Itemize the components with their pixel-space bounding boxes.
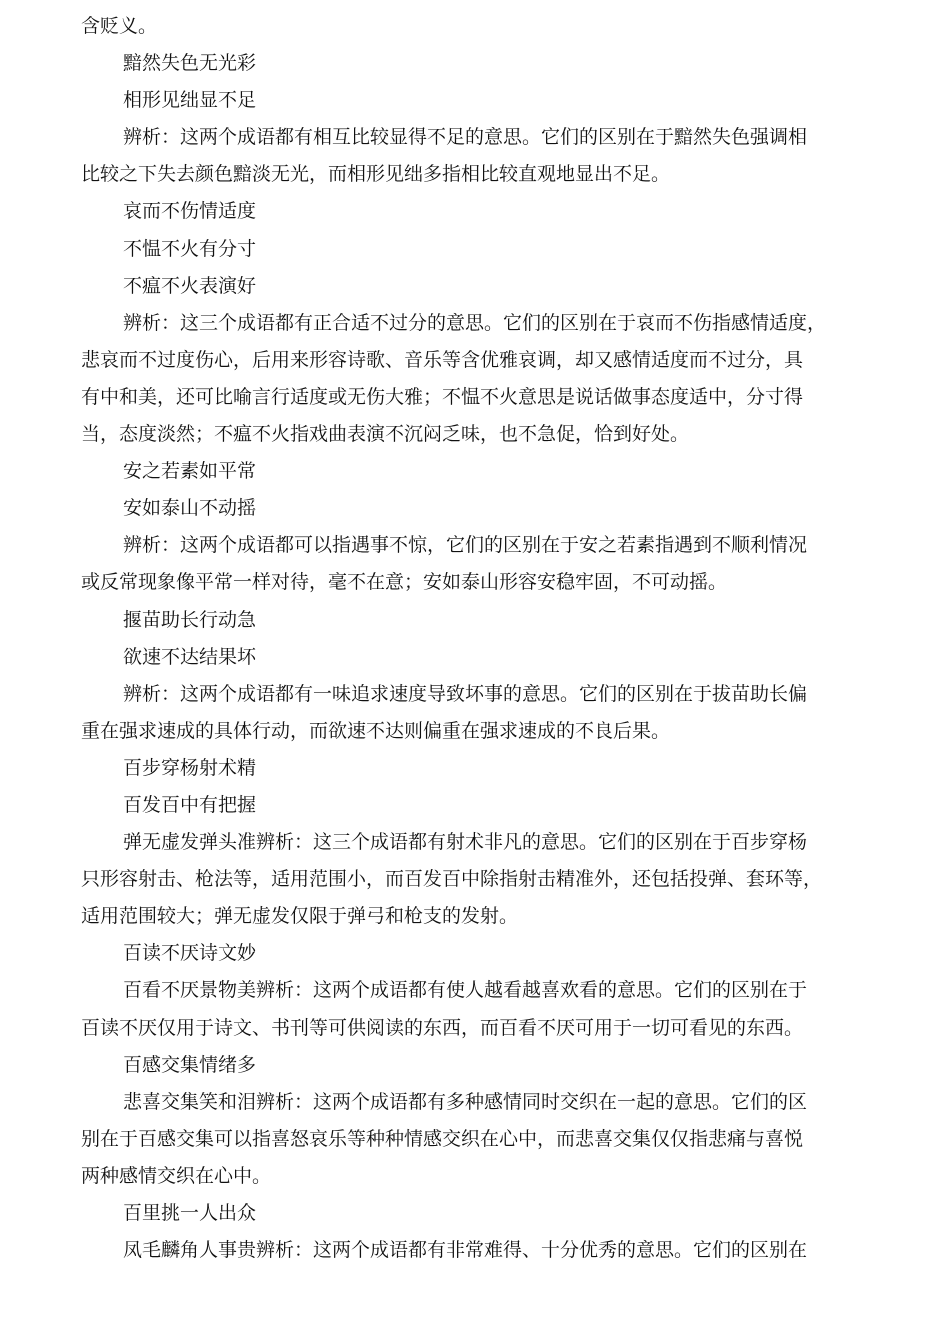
text-line: 百读不厌仅用于诗文、书刊等可供阅读的东西，而百看不厌可用于一切可看见的东西。 — [81, 1016, 804, 1039]
text-line: 哀而不伤情适度 — [123, 200, 257, 223]
text-line: 不愠不火有分寸 — [123, 237, 257, 260]
text-line: 弹无虚发弹头准辨析：这三个成语都有射术非凡的意思。它们的区别在于百步穿杨 — [123, 831, 808, 854]
text-line: 别在于百感交集可以指喜怒哀乐等种种情感交织在心中，而悲喜交集仅仅指悲痛与喜悦 — [81, 1127, 804, 1150]
text-line: 百读不厌诗文妙 — [123, 942, 257, 965]
text-line: 安如泰山不动摇 — [123, 497, 257, 520]
text-line: 辨析：这两个成语都有一味追求速度导致坏事的意思。它们的区别在于拔苗助长偏 — [123, 682, 808, 705]
text-line: 悲喜交集笑和泪辨析：这两个成语都有多种感情同时交织在一起的意思。它们的区 — [123, 1090, 808, 1113]
text-line: 辨析：这两个成语都可以指遇事不惊，它们的区别在于安之若素指遇到不顺利情况 — [123, 534, 808, 557]
text-line: 相形见绌显不足 — [123, 89, 257, 112]
text-line: 黯然失色无光彩 — [123, 52, 257, 75]
text-line: 辨析：这三个成语都有正合适不过分的意思。它们的区别在于哀而不伤指感情适度， — [123, 311, 827, 334]
text-line: 百发百中有把握 — [123, 793, 257, 816]
text-line: 百感交集情绪多 — [123, 1053, 257, 1076]
text-line: 欲速不达结果坏 — [123, 645, 257, 668]
text-line: 百里挑一人出众 — [123, 1202, 257, 1224]
text-line: 悲哀而不过度伤心，后用来形容诗歌、音乐等含优雅哀调，却又感情适度而不过分，具 — [81, 348, 804, 371]
text-line: 有中和美，还可比喻言行适度或无伤大雅；不愠不火意思是说话做事态度适中，分寸得 — [81, 385, 804, 408]
text-line: 只形容射击、枪法等，适用范围小，而百发百中除指射击精准外，还包括投弹、套环等， — [81, 868, 823, 891]
text-line: 比较之下失去颜色黯淡无光，而相形见绌多指相比较直观地显出不足。 — [81, 163, 671, 186]
text-line: 重在强求速成的具体行动，而欲速不达则偏重在强求速成的不良后果。 — [81, 719, 671, 742]
text-line: 凤毛麟角人事贵辨析：这两个成语都有非常难得、十分优秀的意思。它们的区别在 — [123, 1239, 808, 1262]
text-line: 两种感情交织在心中。 — [81, 1164, 272, 1187]
text-line: 揠苗助长行动急 — [123, 608, 257, 631]
text-line: 百步穿杨射术精 — [123, 756, 257, 779]
text-line: 适用范围较大；弹无虚发仅限于弹弓和枪支的发射。 — [81, 905, 519, 928]
text-line: 安之若素如平常 — [123, 460, 257, 483]
text-line: 辨析：这两个成语都有相互比较显得不足的意思。它们的区别在于黯然失色强调相 — [123, 126, 808, 149]
text-line: 或反常现象像平常一样对待，毫不在意；安如泰山形容安稳牢固，不可动摇。 — [81, 571, 728, 594]
text-line: 含贬义。 — [81, 15, 158, 37]
text-line: 不瘟不火表演好 — [123, 274, 257, 297]
text-line: 百看不厌景物美辨析：这两个成语都有使人越看越喜欢看的意思。它们的区别在于 — [123, 979, 808, 1002]
text-line: 当，态度淡然；不瘟不火指戏曲表演不沉闷乏味，也不急促，恰到好处。 — [81, 423, 690, 446]
